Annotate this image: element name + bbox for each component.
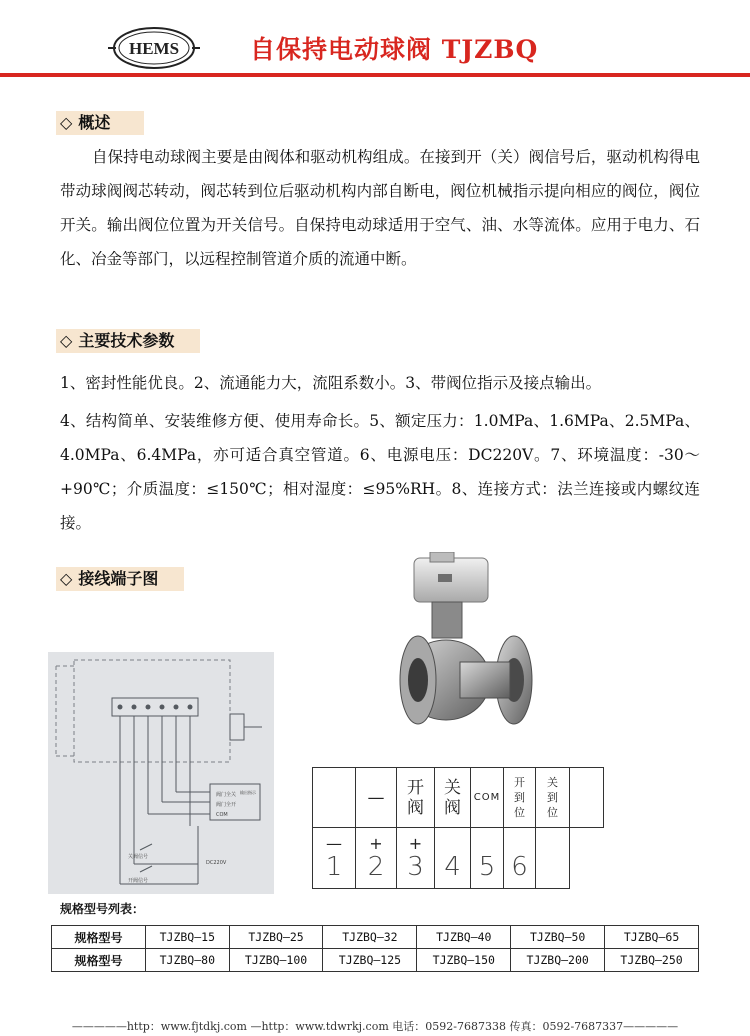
- spec-model-cell: TJZBQ—250: [605, 949, 699, 972]
- terminal-number-row: [313, 828, 604, 889]
- terminal-header-cell: [313, 768, 356, 828]
- diamond-icon: ◇: [60, 331, 73, 350]
- section-tag-overview: [56, 111, 144, 135]
- terminal-header-main: COM: [473, 792, 501, 803]
- terminal-header-top: 开: [407, 777, 424, 798]
- spec-model-cell: TJZBQ—40: [417, 926, 511, 949]
- diagram-label-dc220v: DC220V: [206, 860, 227, 866]
- terminal-cell: [504, 828, 536, 889]
- terminal-sign: [504, 835, 535, 853]
- terminal-header-main: 到位: [547, 791, 558, 819]
- terminal-sign: +: [408, 834, 423, 853]
- header-divider: [0, 73, 750, 77]
- page-footer: —————http：www.fjtdkj.com —http：www.tdwrkj.com 电话：0592-7687338 传真：0592-7687337—————: [71, 1020, 679, 1033]
- spec-row-label: 规格型号: [52, 926, 146, 949]
- terminal-sign: [435, 835, 470, 853]
- terminal-cell: [536, 828, 570, 889]
- terminal-header-cell: [570, 768, 604, 828]
- terminal-number: 1: [325, 852, 343, 882]
- terminal-sign: +: [369, 834, 383, 853]
- company-logo: [108, 26, 200, 70]
- terminal-sign: —: [326, 834, 342, 853]
- terminal-header-cell: [471, 768, 504, 828]
- spec-list-table: [51, 925, 699, 972]
- spec-model-cell: TJZBQ—50: [511, 926, 605, 949]
- specs-line-1: 1、密封性能优良。2、流通能力大，流阻系数小。3、带阀位指示及接点输出。: [60, 374, 602, 392]
- terminal-header-cell: [435, 768, 471, 828]
- terminal-header-main: 阀: [444, 797, 461, 818]
- diagram-label-close-signal: 关阀信号: [128, 854, 149, 860]
- terminal-cell: [471, 828, 504, 889]
- terminal-cell: [313, 828, 356, 889]
- specs-line-2: 4、结构简单、安装维修方便、使用寿命长。5、额定压力：1.0MPa、1.6MPa、2.5MPa、4.0MPa、6.4MPa，亦可适合真空管道。6、电源电压：DC220V。7、环境温度：-30～+90℃；介质温度：≤150℃；相对湿度：≤95%RH。8、连接方式：法兰连接或内螺纹连接。: [60, 412, 700, 532]
- terminal-header-top: 关: [444, 777, 461, 798]
- terminal-table: [312, 767, 604, 889]
- table-row: [52, 949, 699, 972]
- logo-text: HEMS: [128, 39, 180, 58]
- diamond-icon: ◇: [60, 569, 73, 588]
- diamond-icon: ◇: [60, 113, 73, 132]
- terminal-number: 2: [367, 852, 385, 882]
- terminal-header-main: 到位: [514, 791, 525, 819]
- section-title-overview: 概述: [78, 113, 111, 132]
- spec-model-cell: TJZBQ—65: [605, 926, 699, 949]
- valve-photo: [388, 552, 552, 762]
- spec-row-label: 规格型号: [52, 949, 146, 972]
- terminal-header-top: 开: [514, 776, 525, 789]
- terminal-header-cell: [504, 768, 536, 828]
- spec-model-cell: TJZBQ—25: [229, 926, 323, 949]
- terminal-cell: [356, 828, 397, 889]
- wiring-diagram: [48, 652, 274, 894]
- terminal-cell: [397, 828, 435, 889]
- terminal-number: 3: [407, 852, 424, 882]
- section-tag-specs: [56, 329, 200, 353]
- spec-model-cell: TJZBQ—125: [323, 949, 417, 972]
- terminal-cell: [435, 828, 471, 889]
- diagram-label-fully-closed: 阀门全关: [216, 792, 237, 798]
- terminal-number: 6: [511, 852, 528, 882]
- spec-model-cell: TJZBQ—32: [323, 926, 417, 949]
- spec-model-cell: TJZBQ—100: [229, 949, 323, 972]
- terminal-header-main: 阀: [407, 797, 424, 818]
- spec-model-cell: TJZBQ—150: [417, 949, 511, 972]
- terminal-number: 4: [444, 852, 461, 882]
- terminal-header-top: 关: [547, 776, 558, 789]
- terminal-header-top: —: [367, 787, 385, 808]
- spec-model-cell: TJZBQ—200: [511, 949, 605, 972]
- section-title-wiring: 接线端子图: [78, 569, 159, 588]
- terminal-header-row: [313, 768, 604, 828]
- overview-paragraph: 自保持电动球阀主要是由阀体和驱动机构组成。在接到开（关）阀信号后，驱动机构得电带动球阀阀芯转动，阀芯转到位后驱动机构内部自断电，阀位机械指示提向相应的阀位，阀位开关。输出阀位位置为开关信号。自保持电动球适用于空气、油、水等流体。应用于电力、石化、冶金等部门，以远程控制管道介质的流通中断。: [60, 148, 700, 268]
- diagram-label-output: 输出指示: [240, 790, 256, 795]
- table-row: [52, 926, 699, 949]
- terminal-header-cell: [397, 768, 435, 828]
- terminal-header-cell: [356, 768, 397, 828]
- page-title: 自保持电动球阀 TJZBQ: [250, 35, 539, 64]
- diagram-label-fully-open: 阀门全开: [216, 802, 237, 808]
- spec-model-cell: TJZBQ—15: [146, 926, 230, 949]
- diagram-label-open-signal: 开阀信号: [128, 878, 149, 884]
- section-title-specs: 主要技术参数: [78, 331, 175, 350]
- diagram-label-com: COM: [216, 812, 228, 818]
- terminal-sign: [471, 835, 503, 853]
- section-tag-wiring: [56, 567, 184, 591]
- terminal-header-cell: [536, 768, 570, 828]
- spec-list-caption: 规格型号列表：: [60, 902, 145, 916]
- spec-model-cell: TJZBQ—80: [146, 949, 230, 972]
- terminal-number: 5: [478, 852, 496, 882]
